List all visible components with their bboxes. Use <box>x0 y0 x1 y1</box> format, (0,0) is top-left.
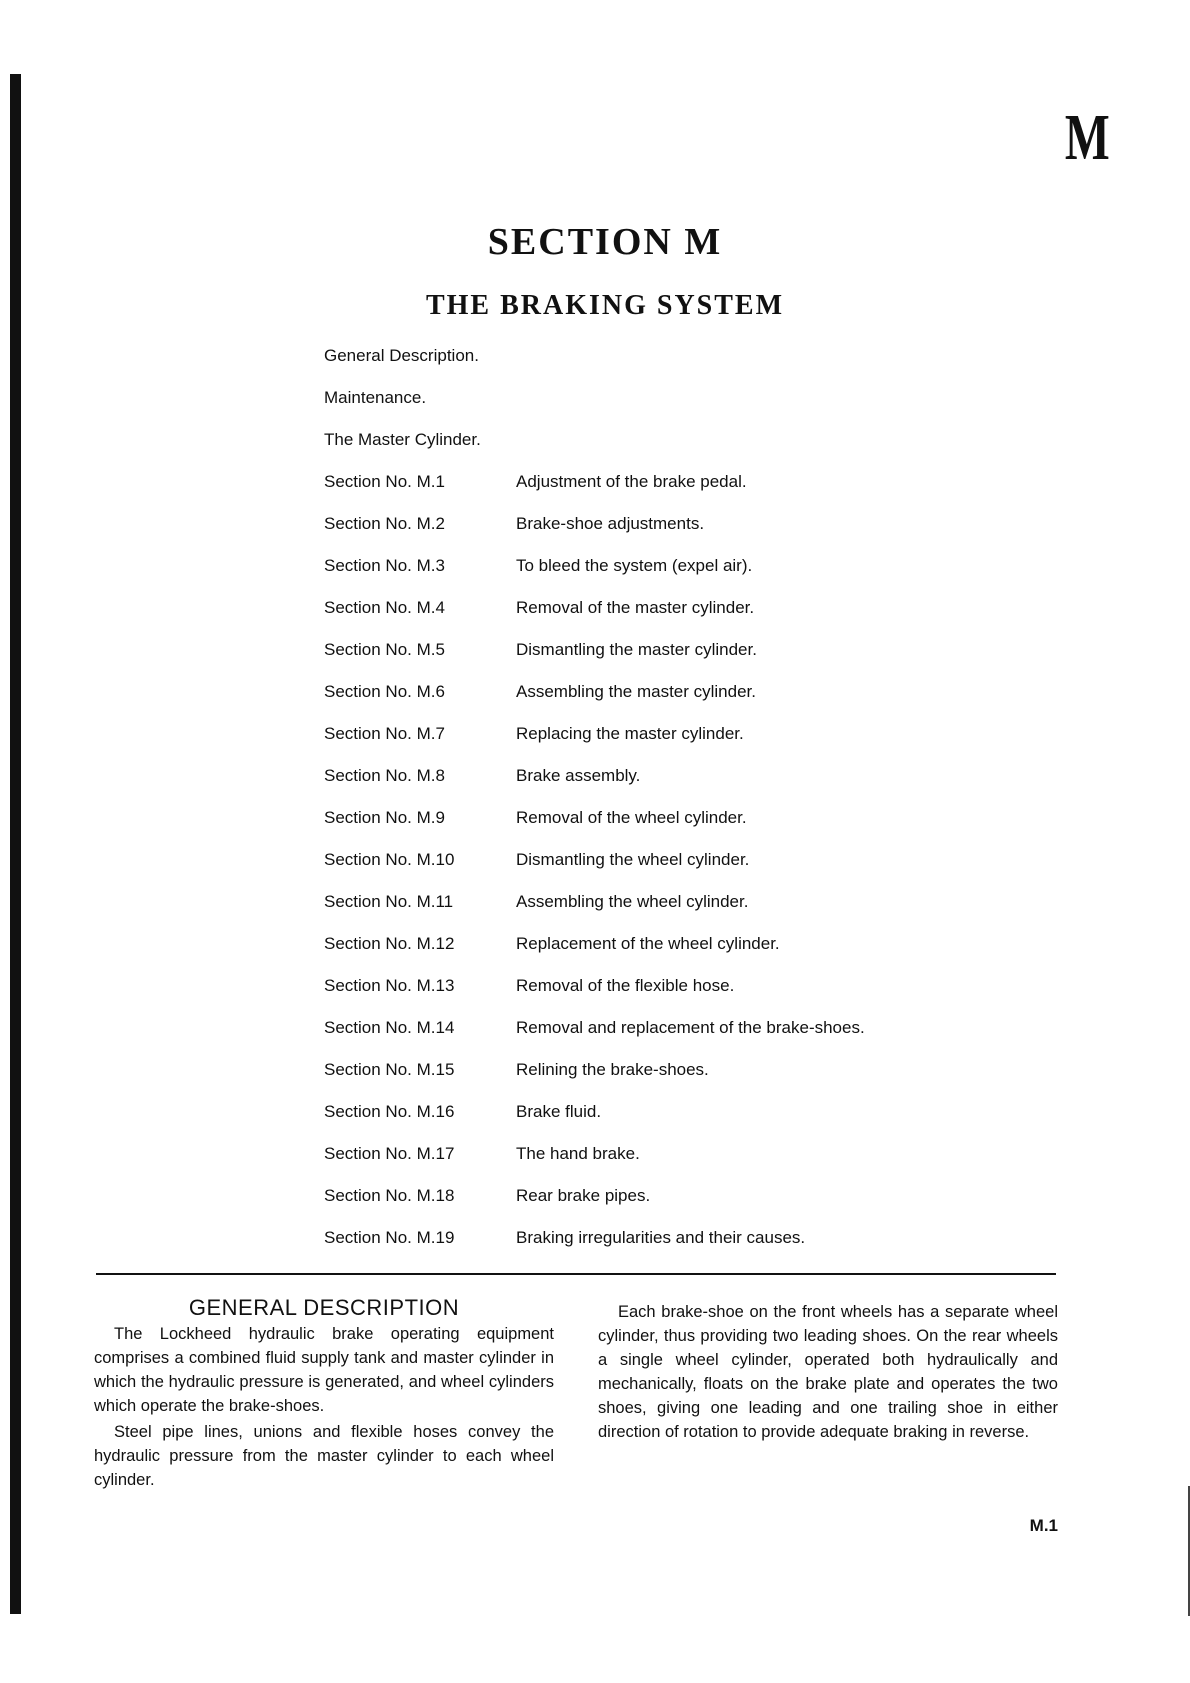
contents-row <box>324 890 865 932</box>
section-ref: Section No. M.15 <box>324 1060 455 1079</box>
contents-list <box>324 344 865 1268</box>
contents-row <box>324 1016 865 1058</box>
section-title: Adjustment of the brake pedal. <box>516 472 747 491</box>
contents-intro-item: General Description. <box>324 346 479 365</box>
section-letter: M <box>1064 101 1108 174</box>
section-ref: Section No. M.8 <box>324 766 445 785</box>
contents-row <box>324 596 865 638</box>
contents-intro-item: Maintenance. <box>324 388 427 407</box>
section-ref: Section No. M.19 <box>324 1228 455 1247</box>
section-title: Removal of the flexible hose. <box>516 976 735 995</box>
section-title: Brake assembly. <box>516 766 641 785</box>
section-ref: Section No. M.5 <box>324 640 445 659</box>
section-title: Rear brake pipes. <box>516 1186 651 1205</box>
section-title: Assembling the wheel cylinder. <box>516 892 749 911</box>
section-title: Dismantling the wheel cylinder. <box>516 850 750 869</box>
contents-row <box>324 1100 865 1142</box>
section-title: Relining the brake-shoes. <box>516 1060 709 1079</box>
general-description-left-column <box>94 1296 554 1494</box>
contents-row <box>324 722 865 764</box>
section-title: Replacement of the wheel cylinder. <box>516 934 780 953</box>
section-ref: Section No. M.14 <box>324 1018 455 1037</box>
section-title: Assembling the master cylinder. <box>516 682 756 701</box>
section-ref: Section No. M.4 <box>324 598 445 617</box>
contents-row <box>324 806 865 848</box>
section-title: To bleed the system (expel air). <box>516 556 753 575</box>
page-title: SECTION M <box>487 221 723 263</box>
contents-row <box>324 512 865 554</box>
section-ref: Section No. M.12 <box>324 934 455 953</box>
section-title: The hand brake. <box>516 1144 640 1163</box>
general-description-right-column <box>598 1300 1058 1446</box>
section-title: Braking irregularities and their causes. <box>516 1228 806 1247</box>
contents-row <box>324 1184 865 1226</box>
section-title: Removal and replacement of the brake-shoes. <box>516 1018 865 1037</box>
page-subtitle: THE BRAKING SYSTEM <box>425 290 785 321</box>
contents-row <box>324 764 865 806</box>
section-ref: Section No. M.16 <box>324 1102 455 1121</box>
body-paragraph: Steel pipe lines, unions and flexible hoses convey the hydraulic pressure from the master cylinder to each wheel cylinder. <box>94 1423 554 1489</box>
section-ref: Section No. M.9 <box>324 808 445 827</box>
contents-row <box>324 974 865 1016</box>
section-ref: Section No. M.17 <box>324 1144 455 1163</box>
contents-row <box>324 1058 865 1100</box>
section-divider <box>96 1273 1056 1275</box>
section-ref: Section No. M.3 <box>324 556 445 575</box>
contents-row <box>324 638 865 680</box>
contents-row <box>324 1142 865 1184</box>
contents-row <box>324 1226 865 1268</box>
section-ref: Section No. M.6 <box>324 682 445 701</box>
body-paragraph: Each brake-shoe on the front wheels has a separate wheel cylinder, thus providing two leading shoes. On the rear wheels a single wheel cylinder, operated both hydraulically and mechanically, floats on the brake plate and operates the two shoes, giving one leading and one trailing shoe in either direction of rotation to provide adequate braking in reverse. <box>598 1303 1058 1441</box>
section-ref: Section No. M.18 <box>324 1186 455 1205</box>
section-ref: Section No. M.7 <box>324 724 445 743</box>
section-ref: Section No. M.11 <box>324 892 454 911</box>
contents-row <box>324 932 865 974</box>
contents-row <box>324 554 865 596</box>
section-title: Brake fluid. <box>516 1102 602 1121</box>
contents-row <box>324 848 865 890</box>
contents-row <box>324 680 865 722</box>
section-title: Removal of the master cylinder. <box>516 598 755 617</box>
page-number: M.1 <box>1029 1516 1058 1535</box>
body-paragraph: The Lockheed hydraulic brake operating equipment comprises a combined fluid supply tank and master cylinder in which the hydraulic pressure is generated, and wheel cylinders which operate the brake-shoes. <box>94 1325 554 1415</box>
section-title: Removal of the wheel cylinder. <box>516 808 747 827</box>
section-ref: Section No. M.2 <box>324 514 445 533</box>
section-title: Brake-shoe adjustments. <box>516 514 705 533</box>
general-description-heading: GENERAL DESCRIPTION <box>188 1295 460 1320</box>
section-title: Replacing the master cylinder. <box>516 724 744 743</box>
section-title: Dismantling the master cylinder. <box>516 640 757 659</box>
section-ref: Section No. M.13 <box>324 976 455 995</box>
section-ref: Section No. M.10 <box>324 850 455 869</box>
contents-intro-item: The Master Cylinder. <box>324 430 481 449</box>
contents-row <box>324 470 865 512</box>
section-ref: Section No. M.1 <box>324 472 445 491</box>
